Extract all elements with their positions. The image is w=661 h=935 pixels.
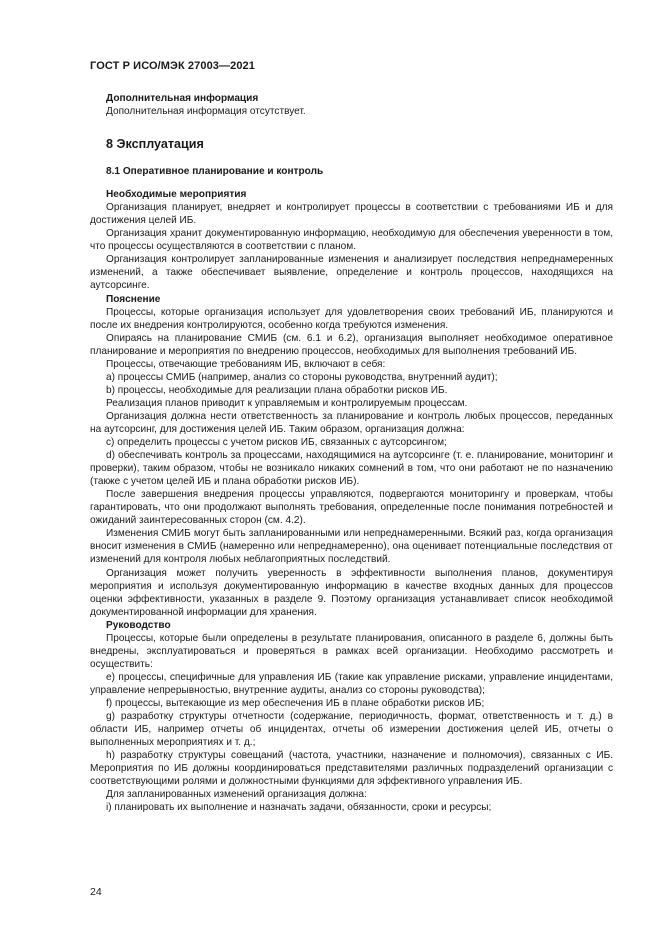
section-title: 8 Эксплуатация: [106, 137, 204, 152]
page-number: 24: [90, 886, 102, 898]
paragraph: Процессы, отвечающие требованиям ИБ, включают в себя:: [106, 358, 386, 370]
paragraph: После завершения внедрения процессы управляются, подвергаются мониторингу и проверкам, чтобы гарантировать, что они продолжают выполнять требования, определенные после понимания потребностей и ожиданий заинтересованных сторон (см. 4.2).: [90, 489, 613, 527]
paragraph: Организация должна нести ответственность за планирование и контроль любых процессов, переданных на аутсорсинг, для достижения целей ИБ. Таким образом, организация должна:: [90, 410, 613, 435]
list-item: c) определить процессы с учетом рисков ИБ, связанных с аутсорсингом;: [106, 437, 447, 449]
document-header: ГОСТ Р ИСО/МЭК 27003—2021: [90, 60, 255, 72]
list-item: d) обеспечивать контроль за процессами, находящимися на аутсорсинге (т. е. планирование, мониторинг и проверки), таким образом, чтобы не возникало никаких сомнений в том, что они работают не по назначению (также с учетом целей ИБ и плана обработки рисков ИБ).: [90, 450, 613, 488]
list-item: f) процессы, вытекающие из мер обеспечения ИБ в плане обработки рисков ИБ;: [106, 697, 485, 709]
list-item: b) процессы, необходимые для реализации плана обработки рисков ИБ.: [106, 384, 448, 396]
paragraph: Процессы, которые организация использует для удовлетворения своих требований ИБ, планируются и после их внедрения контролируются, особенно когда требуются изменения.: [90, 306, 613, 331]
subsection-title: 8.1 Оперативное планирование и контроль: [106, 166, 324, 178]
document-body: [90, 92, 613, 814]
additional-info-text: Дополнительная информация отсутствует.: [106, 106, 306, 118]
list-item: h) разработку структуры совещаний (частота, участники, назначение и полномочия), связанных с ИБ. Мероприятия по ИБ должны координироваться представителями различных подразделений организации с соответствующими ролями и должностными функциями для эффективного управления ИБ.: [90, 750, 613, 788]
paragraph: Организация может получить уверенность в эффективности выполнения планов, документируя мероприятия и используя документированную информацию в качестве входных данных для процессов оценки эффективности, указанных в разделе 9. Поэтому организация устанавливает список необходимой документированной информации для хранения.: [90, 567, 613, 618]
list-item: i) планировать их выполнение и назначать задачи, обязанности, сроки и ресурсы;: [106, 802, 492, 814]
paragraph: Для запланированных изменений организация должна:: [106, 789, 367, 801]
additional-info-heading: Дополнительная информация: [106, 93, 259, 104]
paragraph: Опираясь на планирование СМИБ (см. 6.1 и 6.2), организация выполняет необходимое оперативное планирование и мероприятия по внедрению процессов, необходимых для выполнения требований ИБ.: [90, 332, 613, 357]
paragraph: Организация хранит документированную информацию, необходимую для обеспечения уверенности в том, что процессы осуществляются в соответствии с планом.: [90, 228, 613, 253]
list-item: a) процессы СМИБ (например, анализ со стороны руководства, внутренний аудит);: [106, 371, 498, 383]
paragraph: Изменения СМИБ могут быть запланированными или непреднамеренными. Всякий раз, когда организация вносит изменения в СМИБ (намеренно или непреднамеренно), она оценивает потенциальные последствия от изменений для контроля любых неблагоприятных последствий.: [90, 528, 613, 566]
list-item: g) разработку структуры отчетности (содержание, периодичность, формат, ответственность и т. д.) в области ИБ, например отчеты об инцидентах, отчеты об измерении достижения целей ИБ, отчеты о выполненных мероприятиях и т. д.;: [90, 711, 613, 749]
paragraph: Процессы, которые были определены в результате планирования, описанного в разделе 6, должны быть внедрены, эксплуатироваться и проверяться в рамках всей организации. Необходимо рассмотреть и осуществить:: [90, 632, 613, 670]
guidance-heading: Руководство: [106, 619, 171, 631]
paragraph: Организация планирует, внедряет и контролирует процессы в соответствии с требованиями ИБ и для достижения целей ИБ.: [90, 202, 613, 227]
paragraph: Реализация планов приводит к управляемым и контролируемым процессам.: [106, 397, 468, 409]
paragraph: Организация контролирует запланированные изменения и анализирует последствия непреднамеренных изменений, а также обеспечивает выявление, определение и контроль процессов, находящихся на аутсорсинге.: [90, 254, 613, 292]
required-actions-heading: Необходимые мероприятия: [106, 189, 247, 201]
explanation-heading: Пояснение: [106, 293, 161, 305]
list-item: e) процессы, специфичные для управления ИБ (такие как управление рисками, управление инцидентами, управление непрерывностью, внутренние аудиты, анализ со стороны руководства);: [90, 671, 613, 696]
